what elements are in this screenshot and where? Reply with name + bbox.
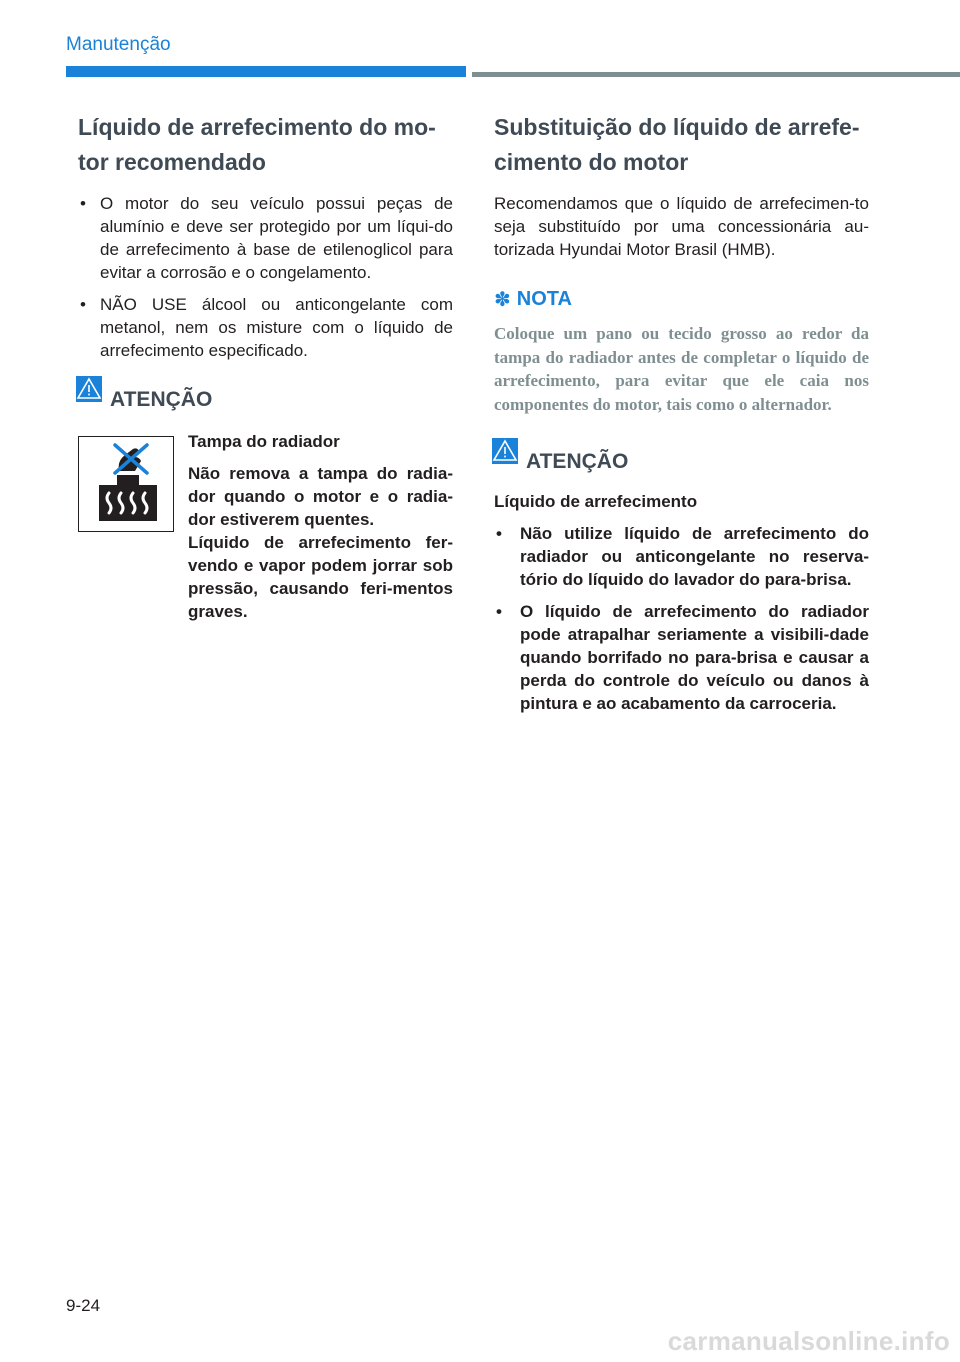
- left-heading: Líquido de arrefecimento do mo-tor recomendado: [78, 114, 436, 175]
- caution-title: ATENÇÃO: [526, 450, 629, 473]
- caution-title: ATENÇÃO: [110, 388, 213, 411]
- list-item: • O motor do seu veículo possui peças de alumínio e deve ser protegido por um líqui-do de arrefecimento à base de etilenoglicol para evitar a corrosão e o congelamento.: [80, 194, 453, 282]
- right-caution-header: [494, 438, 869, 478]
- header-rule-gray: [472, 72, 960, 77]
- watermark: carmanualsonline.info: [667, 1326, 950, 1356]
- left-caution-header: [78, 376, 453, 416]
- radiator-cap-hot-icon: [78, 436, 174, 532]
- right-paragraph: Recomendamos que o líquido de arrefecimen-to seja substituído por uma concessionária au-torizada Hyundai Motor Brasil (HMB).: [494, 194, 869, 259]
- header-rule-accent: [66, 66, 466, 77]
- left-caution-body: [78, 430, 453, 623]
- section-title: Manutenção: [66, 34, 171, 55]
- caution-heading: Tampa do radiador: [188, 432, 340, 451]
- caution-line: Não remova a tampa do radia-dor quando o motor e o radia-dor estiverem quentes.: [188, 464, 453, 529]
- page-number: 9-24: [66, 1296, 101, 1315]
- caution-line: Líquido de arrefecimento fer-vendo e vapor podem jorrar sob pressão, causando feri-mentos graves.: [188, 533, 453, 621]
- caution-heading: Líquido de arrefecimento: [494, 492, 698, 511]
- left-column: [78, 110, 453, 632]
- right-column: [494, 110, 869, 724]
- right-caution-list: [494, 522, 869, 715]
- left-caution-text: [188, 430, 453, 623]
- asterisk-icon: ✽: [494, 289, 511, 311]
- warning-triangle-icon: [76, 376, 102, 402]
- nota-title: NOTA: [516, 288, 572, 310]
- list-item: • Não utilize líquido de arrefecimento do radiador ou anticongelante no reserva-tório do líquido do lavador do para-brisa.: [496, 524, 869, 589]
- right-heading: Substituição do líquido de arrefe-cimento do motor: [494, 114, 860, 175]
- list-item: • O líquido de arrefecimento do radiador pode atrapalhar seriamente a visibili-dade quando borrifado no para-brisa e causar a perda do controle do veículo ou danos à pintura e ao acabamento da carroceria.: [496, 602, 869, 713]
- left-bullet-list: [78, 192, 453, 362]
- list-item: • NÃO USE álcool ou anticongelante com metanol, nem os misture com o líquido de arrefecimento especificado.: [80, 295, 453, 360]
- nota-text: Coloque um pano ou tecido grosso ao redor da tampa do radiador antes de completar o líquido de arrefecimento, para evitar que ele caia nos componentes do motor, tais como o alternador.: [494, 324, 869, 414]
- warning-triangle-icon: [492, 438, 518, 464]
- nota-header: [494, 287, 869, 312]
